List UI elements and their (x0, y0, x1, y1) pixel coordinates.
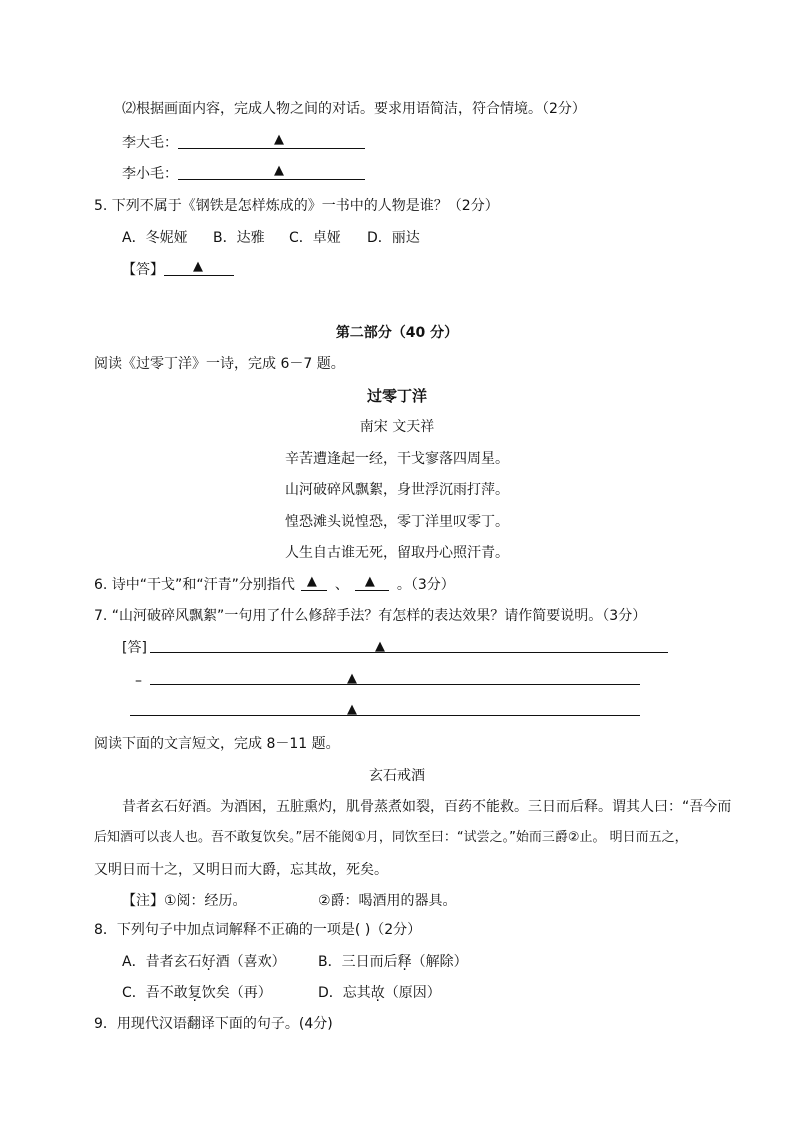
separator: 、 (334, 577, 349, 593)
note-2: ②爵：喝酒用的器具。 (318, 893, 457, 909)
answer-line[interactable] (150, 684, 640, 685)
poem-title: 过零丁洋 (366, 387, 427, 405)
poem-line: 人生自古谁无死，留取丹心照汗青。 (285, 545, 509, 561)
poem-line: 山河破碎风飘絮，身世浮沉雨打萍。 (285, 482, 509, 498)
q5-option-a: A．冬妮娅 (122, 230, 188, 246)
dash-mark: – (135, 673, 142, 689)
prose-line: 昔者玄石好酒。为酒困，五脏熏灼，肌骨蒸煮如裂，百药不能救。三日而后释。谓其人曰：“吾今而 (122, 799, 732, 815)
section-title: 第二部分（40 分） (335, 325, 459, 341)
poem-line: 辛苦遭逢起一经，干戈寥落四周星。 (285, 451, 509, 467)
q9-question: 9．用现代汉语翻译下面的句子。(4分) (94, 1016, 333, 1032)
q8-option-a: A．昔者玄石好酒（喜欢） (122, 954, 286, 970)
poem-line: 惶恐滩头说惶恐，零丁洋里叹零丁。 (285, 514, 509, 530)
speaker-label: 李小毛： (122, 166, 178, 182)
speaker-label: 李大毛： (122, 135, 178, 151)
triangle-icon: ▲ (347, 671, 357, 686)
q8-option-c: C．吾不敢复饮矣（再） (122, 985, 272, 1001)
q6-score: 。（3分） (396, 577, 455, 593)
triangle-icon: ▲ (274, 132, 284, 147)
q8-option-b: B．三日而后释（解除） (318, 954, 468, 970)
triangle-icon: ▲ (364, 574, 375, 589)
triangle-icon: ▲ (274, 163, 284, 178)
q5-option-d: D．丽达 (367, 230, 420, 246)
q5-option-b: B．达雅 (213, 230, 265, 246)
triangle-icon: ▲ (347, 702, 357, 717)
prose-line: 又明日而十之，又明日而大爵，忘其故，死矣。 (94, 862, 388, 878)
q8-question: 8．下列句子中加点词解释不正确的一项是( )（2分） (94, 922, 422, 938)
q7-answer-label: [答] (122, 640, 147, 656)
dialogue-line-2 (122, 165, 365, 183)
triangle-icon: ▲ (375, 639, 385, 654)
q7-question: 7. “山河破碎风飘絮”一句用了什么修辞手法？有怎样的表达效果？请作简要说明。（3分） (94, 608, 647, 624)
triangle-icon: ▲ (306, 574, 317, 589)
answer-blank[interactable] (178, 165, 365, 180)
q4-2-prompt: ⑵根据画面内容，完成人物之间的对话。要求用语简洁，符合情境。（2分） (122, 101, 586, 117)
prose-intro: 阅读下面的文言短文，完成 8－11 题。 (94, 736, 340, 752)
q5-answer-line (122, 261, 234, 279)
emphasis-char: 故 (370, 985, 385, 1001)
q5-option-c: C．卓娅 (289, 230, 341, 246)
emphasis-char: 好 (201, 954, 216, 970)
q6-question (94, 576, 455, 594)
q8-option-d: D．忘其故（原因） (318, 985, 441, 1001)
note-1: 【注】①阅：经历。 (122, 893, 247, 909)
emphasis-char: 复 (187, 985, 202, 1001)
answer-blank[interactable] (355, 576, 389, 591)
answer-label: 【答】 (122, 262, 164, 278)
q6-text: 6. 诗中“干戈”和“汗青”分别指代 (94, 577, 295, 593)
answer-blank[interactable] (301, 576, 327, 591)
triangle-icon: ▲ (193, 259, 203, 274)
dialogue-line-1 (122, 134, 365, 152)
emphasis-char: 释 (397, 954, 412, 970)
answer-blank[interactable] (164, 261, 234, 276)
prose-title: 玄石戒酒 (369, 768, 425, 784)
answer-blank[interactable] (178, 134, 365, 149)
answer-line[interactable] (130, 715, 640, 716)
answer-line[interactable] (150, 652, 668, 653)
poem-author: 南宋 文天祥 (359, 419, 435, 435)
q5-question: 5. 下列不属于《钢铁是怎样炼成的》一书中的人物是谁？（2分） (94, 198, 499, 214)
poem-intro: 阅读《过零丁洋》一诗，完成 6－7 题。 (94, 356, 345, 372)
prose-line: 后知酒可以丧人也。吾不敢复饮矣。”居不能阅①月，同饮至曰：“试尝之。”始而三爵②止。 明日而五之， (94, 830, 688, 845)
